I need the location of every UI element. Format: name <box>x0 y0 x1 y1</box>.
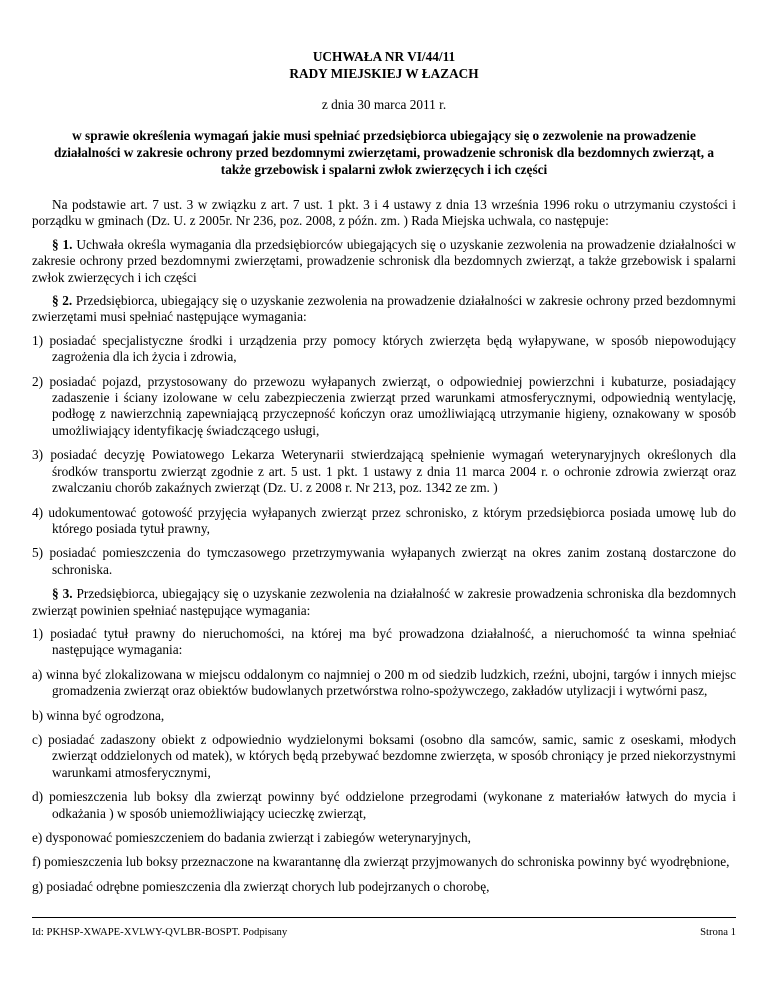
page-number: Strona 1 <box>700 926 736 938</box>
section-2-item: 3) posiadać decyzję Powiatowego Lekarza Weterynarii stwierdzającą spełnienie wymagań weterynaryjnych określonych dla środków transportu zwierząt zgodnie z art. 5 ust. 1 pkt. 1 ustawy z dnia 11 marca 2004 r. o ochronie zdrowia zwierząt oraz zwalczaniu chorób zakaźnych zwierząt (Dz. U. z 2008 r. Nr 213, poz. 1342 ze zm. ) <box>32 447 736 496</box>
council-name: RADY MIEJSKIEJ W ŁAZACH <box>289 66 479 81</box>
section-3-item: d) pomieszczenia lub boksy dla zwierząt powinny być oddzielone przegrodami (wykonane z materiałów łatwych do mycia i odkażania ) w sposób uniemożliwiający ucieczkę zwierząt, <box>32 789 736 821</box>
section-2-label: § 2. <box>52 293 73 309</box>
document-id: Id: PKHSP-XWAPE-XVLWY-QVLBR-BOSPT. Podpisany <box>32 926 288 938</box>
section-2-item: 5) posiadać pomieszczenia do tymczasowego przetrzymywania wyłapanych zwierząt na okres zanim zostaną dostarczone do schroniska. <box>32 545 736 577</box>
section-3-text: Przedsiębiorca, ubiegający się o uzyskanie zezwolenia na działalność w zakresie prowadzenia schroniska dla bezdomnych zwierząt powinien spełniać następujące wymagania: <box>32 586 736 618</box>
section-3-item: 1) posiadać tytuł prawny do nieruchomości, na której ma być prowadzona działalność, a nieruchomość ta winna spełniać następujące wymagania: <box>32 625 736 658</box>
document-body <box>32 197 736 903</box>
section-2-item: 4) udokumentować gotowość przyjęcia wyłapanych zwierząt przez schronisko, z którym przedsiębiorca posiada umowę lub do którego posiada tytuł prawny, <box>32 504 736 536</box>
resolution-subject: w sprawie określenia wymagań jakie musi spełniać przedsiębiorca ubiegający się o zezwolenie na prowadzenie działalności w zakresie ochrony przed bezdomnymi zwierzętami, prowadzenie schronisk dla bezdomnych zwierząt, a także grzebowisk i spalarni zwłok zwierzęcych i ich części <box>53 128 715 177</box>
section-1-label: § 1. <box>52 236 73 252</box>
section-3-item: e) dysponować pomieszczeniem do badania zwierząt i zabiegów weterynaryjnych, <box>32 830 471 845</box>
section-2 <box>32 293 736 326</box>
resolution-number: UCHWAŁA NR VI/44/11 <box>312 49 456 64</box>
section-2-item: 1) posiadać specjalistyczne środki i urządzenia przy pomocy których zwierzęta będą wyłapywane, w sposób niepowodujący zagrożenia dla ich życia i zdrowia, <box>32 332 736 365</box>
section-3-item: f) pomieszczenia lub boksy przeznaczone na kwarantannę dla zwierząt przyjmowanych do schroniska powinny być wyodrębnione, <box>32 854 730 870</box>
section-3-item: g) posiadać odrębne pomieszczenia dla zwierząt chorych lub podejrzanych o chorobę, <box>32 878 490 894</box>
section-1 <box>32 237 736 286</box>
section-2-text: Przedsiębiorca, ubiegający się o uzyskanie zezwolenia na prowadzenie działalności w zakresie ochrony przed bezdomnymi zwierzętami musi spełniać następujące wymagania: <box>32 293 736 325</box>
section-3-item: b) winna być ogrodzona, <box>32 707 165 723</box>
section-3 <box>32 586 736 619</box>
section-3-label: § 3. <box>52 586 73 602</box>
section-1-text: Uchwała określa wymagania dla przedsiębiorców ubiegających się o uzyskanie zezwolenia na prowadzenie działalności w zakresie ochrony przed bezdomnymi zwierzętami, prowadzenie schronisk dla bezdomnych zwierząt, a także grzebowisk i spalarni zwłok zwierzęcych i ich części <box>32 236 737 285</box>
preamble: Na podstawie art. 7 ust. 3 w związku z art. 7 ust. 1 pkt. 3 i 4 ustawy z dnia 13 września 1996 roku o utrzymaniu czystości i porządku w gminach (Dz. U. z 2005r. Nr 236, poz. 2008, z późn. zm. ) Rada Miejska uchwala, co następuje: <box>32 197 736 229</box>
footer-divider <box>32 917 736 918</box>
section-2-item: 2) posiadać pojazd, przystosowany do przewozu wyłapanych zwierząt, o odpowiedniej powierzchni i kubaturze, posiadający zadaszenie i ściany izolowane w celu zabezpieczenia zwierząt przed warunkami atmosferycznymi, odpowiednią wentylację, podłogę z nawierzchnią zapewniającą przyczepność kończyn oraz umożliwiającą utrzymanie higieny, oznakowany w sposób umożliwiający identyfikację świadczącego usługi, <box>32 373 736 438</box>
resolution-date: z dnia 30 marca 2011 r. <box>321 97 447 112</box>
section-3-item: c) posiadać zadaszony obiekt z odpowiednio wydzielonymi boksami (osobno dla samców, samic, samic z oseskami, młodych zwierząt oddzielonych od matek), w których będą przebywać bezdomne zwierzęta, w sposób chroniący je przed niekorzystnymi warunkami atmosferycznymi, <box>32 731 736 780</box>
section-3-item: a) winna być zlokalizowana w miejscu oddalonym co najmniej o 200 m od siedzib ludzkich, rzeźni, ubojni, targów i innych miejsc gromadzenia zwierząt oraz obiektów budowlanych przetwórstwa rolno-spożywczego, zakładów utylizacji i wytwórni pasz, <box>32 666 736 699</box>
